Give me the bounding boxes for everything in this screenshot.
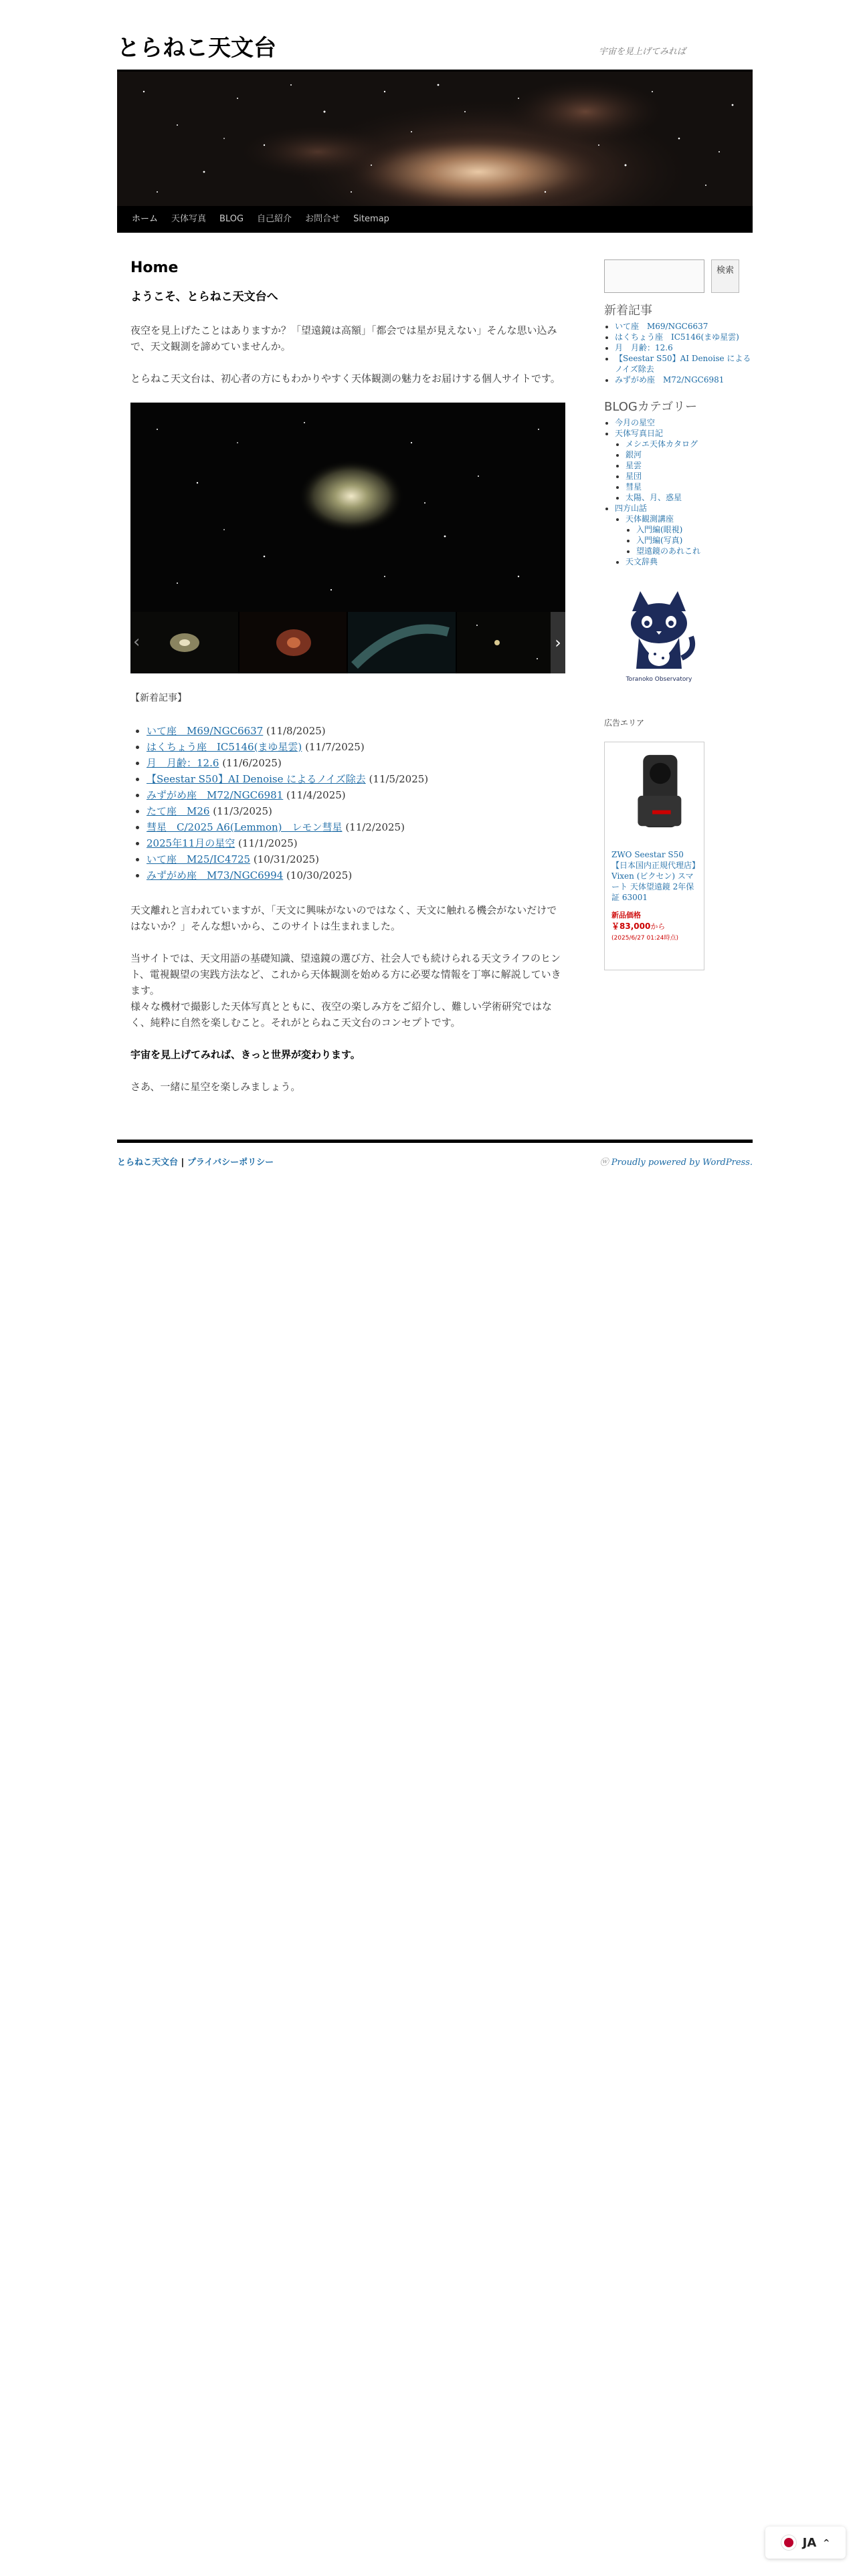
list-item <box>615 503 753 567</box>
news-date: (11/2/2025) <box>345 821 405 833</box>
header-banner-image <box>117 70 753 206</box>
news-link[interactable]: 2025年11月の星空 <box>147 837 235 849</box>
ad-price-value: ￥83,000 <box>611 922 651 931</box>
subcategory-list <box>615 514 753 567</box>
recent-posts-title: 新着記事 <box>604 304 652 318</box>
news-list <box>130 723 565 883</box>
slider-main-image <box>130 403 565 612</box>
categories-title: BLOGカテゴリー <box>604 400 698 414</box>
recent-post-link[interactable]: はくちょう座 IC5146(まゆ星雲) <box>615 332 739 342</box>
nav-astro-photos[interactable]: 天体写真 <box>171 214 207 224</box>
main-navigation <box>117 206 753 233</box>
news-link[interactable]: 彗星 C/2025 A6(Lemmon) レモン彗星 <box>147 821 343 833</box>
language-code: JA <box>802 2535 817 2550</box>
ad-box[interactable] <box>604 742 704 970</box>
news-link[interactable]: いて座 M25/IC4725 <box>147 853 251 865</box>
body-paragraph-1: 天文離れと言われていますが、「天文に興味がないのではなく、天文に触れる機会がないだけではないか？」そんな想いから、このサイトは生まれました。 <box>130 904 557 932</box>
category-link[interactable]: 銀河 <box>626 450 642 459</box>
news-date: (11/3/2025) <box>213 805 272 817</box>
nav-sitemap[interactable]: Sitemap <box>353 214 389 224</box>
news-date: (11/6/2025) <box>222 757 282 769</box>
image-slider <box>130 403 565 673</box>
news-link[interactable]: みずがめ座 M73/NGC6994 <box>147 869 284 881</box>
nav-blog[interactable]: BLOG <box>219 214 244 224</box>
news-link[interactable]: たて座 M26 <box>147 805 210 817</box>
nav-about[interactable]: 自己紹介 <box>257 214 292 224</box>
list-item <box>147 771 565 787</box>
news-date: (11/7/2025) <box>305 741 365 753</box>
privacy-policy-link[interactable]: プライバシーポリシー <box>187 1158 274 1168</box>
list-item <box>615 342 753 353</box>
list-item <box>626 460 753 471</box>
categories-list <box>604 417 753 567</box>
news-date: (11/1/2025) <box>238 837 298 849</box>
category-link[interactable]: 望遠鏡のあれこれ <box>636 546 701 556</box>
wordpress-icon: ⓦ <box>599 1158 611 1168</box>
category-link[interactable]: 太陽、月、惑星 <box>626 493 682 502</box>
list-item <box>147 803 565 819</box>
list-item <box>636 546 753 556</box>
list-item <box>615 353 753 374</box>
recent-post-link[interactable]: いて座 M69/NGC6637 <box>615 322 708 331</box>
category-link[interactable]: 天文辞典 <box>626 557 658 566</box>
ad-title[interactable]: ZWO Seestar S50【日本国内正規代理店】Vixen (ビクセン) スマート 天体望遠鏡 2年保証 63001 <box>611 850 696 902</box>
list-item <box>626 556 753 567</box>
news-link[interactable]: はくちょう座 IC5146(まゆ星雲) <box>147 741 302 753</box>
category-link[interactable]: 星雲 <box>626 461 642 470</box>
list-item <box>615 417 753 428</box>
list-item <box>147 867 565 883</box>
slider-next-icon[interactable]: › <box>551 612 565 673</box>
list-item <box>615 332 753 342</box>
search-button[interactable]: 検索 <box>711 259 739 293</box>
footer-links <box>117 1155 274 1168</box>
nav-contact[interactable]: お問合せ <box>305 214 341 224</box>
news-label: 【新着記事】 <box>130 693 187 704</box>
news-date: (10/30/2025) <box>286 869 353 881</box>
recent-post-link[interactable]: みずがめ座 M72/NGC6981 <box>615 375 725 385</box>
list-item <box>147 851 565 867</box>
site-logo <box>612 584 706 683</box>
welcome-heading: ようこそ、とらねこ天文台へ <box>130 290 278 304</box>
tagline: 宇宙を見上げてみれば、きっと世界が変わります。 <box>130 1049 361 1061</box>
news-link[interactable]: いて座 M69/NGC6637 <box>147 725 264 737</box>
list-item <box>626 514 753 556</box>
list-item <box>636 524 753 535</box>
page-title: Home <box>130 259 179 276</box>
list-item <box>615 374 753 385</box>
list-item <box>147 835 565 851</box>
main-content <box>130 259 565 1111</box>
ad-area-label: 広告エリア <box>604 718 645 728</box>
news-date: (10/31/2025) <box>253 853 320 865</box>
site-title[interactable]: とらねこ天文台 <box>117 35 276 62</box>
list-item <box>626 439 753 449</box>
news-date: (11/8/2025) <box>266 725 326 737</box>
slider-thumbnail[interactable] <box>240 612 347 673</box>
slider-prev-icon[interactable]: ‹ <box>133 632 140 652</box>
body-paragraph-2a: 当サイトでは、天文用語の基礎知識、望遠鏡の選び方、社会人でも続けられる天文ライフのヒント、電視観望の実践方法など、これから天体観測を始める方に必要な情報を丁寧に解説していきます。 <box>130 952 561 996</box>
category-link[interactable]: 今月の星空 <box>615 418 656 427</box>
recent-post-link[interactable]: 月 月齢：12.6 <box>615 343 673 352</box>
list-item <box>147 723 565 739</box>
category-link[interactable]: メシエ天体カタログ <box>626 439 698 449</box>
subcategory-list <box>626 524 753 556</box>
footer-separator: | <box>181 1158 187 1168</box>
search-widget <box>604 259 753 293</box>
news-link[interactable]: 月 月齢：12.6 <box>147 757 219 769</box>
ad-price-suffix: から <box>650 922 666 931</box>
search-input[interactable] <box>604 259 704 293</box>
recent-post-link[interactable]: 【Seestar S50】AI Denoise によるノイズ除去 <box>615 354 751 374</box>
chevron-up-icon: ^ <box>823 2538 830 2547</box>
category-link[interactable]: 入門編(眼視) <box>636 525 683 534</box>
list-item <box>147 739 565 755</box>
powered-by-link[interactable]: Proudly powered by WordPress. <box>611 1158 753 1168</box>
sidebar <box>604 259 753 970</box>
body-paragraph-2b: 様々な機材で撮影した天体写真とともに、夜空の楽しみ方をご紹介し、難しい学術研究ではなく、純粋に自然を楽しむこと。それがとらねこ天文台のコンセプトです。 <box>130 1000 553 1029</box>
slider-thumbnails <box>130 612 565 673</box>
closing-paragraph: さあ、一緒に星空を楽しみましょう。 <box>130 1081 301 1093</box>
list-item <box>626 449 753 460</box>
category-link[interactable]: 星団 <box>626 471 642 481</box>
powered-by <box>600 1155 753 1168</box>
news-date: (11/4/2025) <box>286 789 346 801</box>
list-item <box>147 819 565 835</box>
ad-price-label: 新品価格 <box>611 911 641 920</box>
ad-product-image[interactable] <box>611 749 697 836</box>
subcategory-list <box>615 439 753 503</box>
news-date: (11/5/2025) <box>369 773 429 785</box>
list-item <box>147 755 565 771</box>
intro-paragraph-2: とらねこ天文台は、初心者の方にもわかりやすく天体観測の魅力をお届けする個人サイトです。 <box>130 372 561 385</box>
slider-thumbnail[interactable] <box>348 612 456 673</box>
list-item <box>147 787 565 803</box>
language-switcher[interactable] <box>765 2527 846 2559</box>
list-item <box>626 481 753 492</box>
footer-site-link[interactable]: とらねこ天文台 <box>117 1158 179 1168</box>
news-link[interactable]: 【Seestar S50】AI Denoise によるノイズ除去 <box>147 773 366 785</box>
site-footer <box>117 1140 753 1168</box>
ad-date: (2025/6/27 01:24時点) <box>611 935 678 942</box>
category-link[interactable]: 四方山話 <box>615 504 648 513</box>
news-link[interactable]: みずがめ座 M72/NGC6981 <box>147 789 284 801</box>
category-link[interactable]: 天体写真日記 <box>615 429 664 438</box>
japan-flag-icon <box>781 2535 796 2550</box>
list-item <box>636 535 753 546</box>
category-link[interactable]: 彗星 <box>626 482 642 492</box>
site-description: 宇宙を見上げてみれば <box>598 47 686 57</box>
logo-caption: Toranoko Observatory <box>626 676 692 683</box>
list-item <box>626 471 753 481</box>
list-item <box>626 492 753 503</box>
list-item <box>615 428 753 503</box>
slider-thumbnail[interactable] <box>457 612 565 673</box>
slider-thumbnail[interactable] <box>130 612 238 673</box>
nav-home[interactable]: ホーム <box>132 214 159 224</box>
body-paragraph-2 <box>130 950 565 1031</box>
category-link[interactable]: 入門編(写真) <box>636 536 683 545</box>
intro-paragraph-1: 夜空を見上げたことはありますか？「望遠鏡は高額」「都会では星が見えない」そんな思い込みで、天文観測を諦めていませんか。 <box>130 324 557 352</box>
category-link[interactable]: 天体観測講座 <box>626 514 674 524</box>
ad-price <box>611 920 697 932</box>
list-item <box>615 321 753 332</box>
recent-posts-list <box>604 321 753 385</box>
